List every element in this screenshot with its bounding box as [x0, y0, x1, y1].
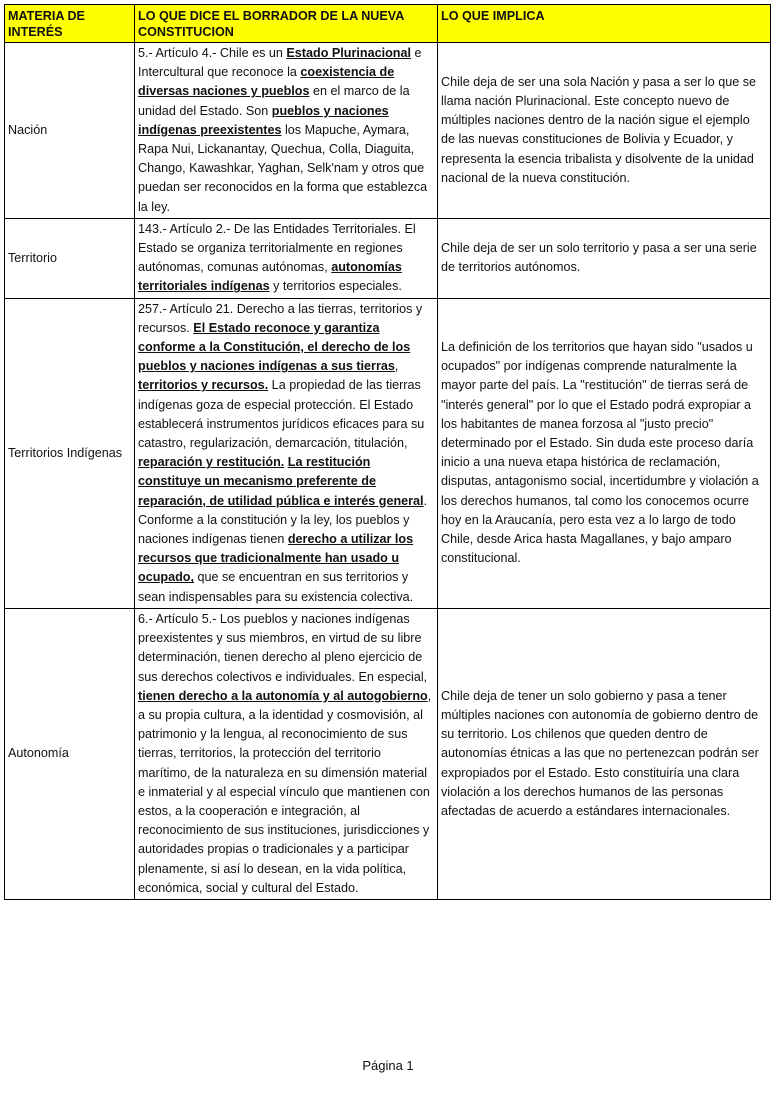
draft-text-cell	[135, 608, 438, 899]
header-row	[5, 5, 771, 43]
highlighted-phrase: tienen derecho a la autonomía y al autogobierno	[138, 688, 428, 703]
table-row	[5, 608, 771, 899]
table-row	[5, 218, 771, 298]
highlighted-phrase: La restitución constituye un mecanismo preferente de reparación, de utilidad pública e interés general	[138, 455, 424, 508]
text-segment: en el marco de la unidad del Estado. Son	[138, 84, 410, 118]
text-segment: . Conforme a la constitución y la ley, los pueblos y naciones indígenas tienen	[138, 493, 428, 547]
matter-cell: Territorios Indígenas	[5, 298, 135, 608]
text-segment: los Mapuche, Aymara, Rapa Nui, Lickanantay, Quechua, Colla, Diaguita, Chango, Kawashkar, Yaghan, Selk'nam y otros que puedan ser reconocidos en la forma que establezca la ley.	[138, 122, 428, 214]
implication-cell: La definición de los territorios que hayan sido "usados u ocupados" por indígenas comprende naturalmente la mayor parte del país. La "restitución" de tierras será de "interés general" por lo que el Estado podrá expropiar a los habitantes de manea forzosa al "justo precio" determinado por el Estado. Sin duda este proceso daría inicio a una nueva etapa histórica de reclamación, disputas, antagonismo social, incertidumbre y violación a los derechos humanos, tal como los conocemos ocurre hoy en la Araucanía, pero esta vez a lo largo de todo Chile, desde Arica hasta Magallanes, y bajo amparo constitucional.	[438, 298, 771, 608]
highlighted-phrase: coexistencia de diversas naciones y pueblos	[138, 65, 395, 99]
header-borrador: LO QUE DICE EL BORRADOR DE LA NUEVA CONSTITUCION	[135, 5, 438, 43]
highlighted-phrase: reparación y restitución.	[138, 455, 285, 470]
highlighted-phrase: El Estado reconoce y garantiza conforme a la Constitución, el derecho de los pueblos y naciones indígenas a sus tierras	[138, 320, 411, 374]
table-row	[5, 43, 771, 219]
text-segment: que se encuentran en sus territorios y sean indispensables para su existencia colectiva.	[138, 570, 414, 604]
draft-text-cell	[135, 43, 438, 219]
highlighted-phrase: autonomías territoriales indígenas	[138, 260, 402, 294]
highlighted-phrase: Estado Plurinacional	[286, 46, 411, 60]
highlighted-phrase: pueblos y naciones indígenas preexistentes	[138, 103, 389, 137]
text-segment: ,	[394, 359, 399, 374]
matter-cell: Nación	[5, 43, 135, 219]
implication-cell: Chile deja de tener un solo gobierno y pasa a tener múltiples naciones con autonomía de gobierno dentro de su territorio. Los chilenos que queden dentro de autonomías étnicas a las que no pertenezcan podrán ser expropiados por el Estado. Esto constituiría una clara violación a los derechos humanos de las personas afectadas de acuerdo a estándares internacionales.	[438, 608, 771, 899]
matter-cell: Autonomía	[5, 608, 135, 899]
highlighted-phrase: territorios y recursos.	[138, 378, 269, 393]
text-segment: e Intercultural que reconoce la	[138, 46, 422, 80]
comparison-table	[4, 4, 771, 900]
header-materia: MATERIA DE INTERÉS	[5, 5, 135, 43]
matter-cell: Territorio	[5, 218, 135, 298]
text-segment: 6.- Artículo 5.- Los pueblos y naciones indígenas preexistentes y sus miembros, en virtud de su libre determinación, tienen derecho al pleno ejercicio de sus derechos colectivos e individuales. En especial,	[138, 611, 428, 684]
implication-cell: Chile deja de ser una sola Nación y pasa a ser lo que se llama nación Plurinacional. Este concepto nuevo de múltiples naciones dentro de la nación sigue el ejemplo de las nuevas constituciones de Bolivia y Ecuador, y representa la esencia tribalista y disolvente de la unidad nacional de la nueva constitución.	[438, 43, 771, 219]
text-segment: , a su propia cultura, a la identidad y cosmovisión, al patrimonio y la lengua, al reconocimiento de sus tierras, territorios, la protección del territorio marítimo, de la naturaleza en su dimensión material e inmaterial y al especial vínculo que mantienen con estos, a la cooperación e integración, al reconocimiento de sus instituciones, jurisdicciones y autoridades propias o tradicionales y a participar plenamente, si así lo desean, en la vida política, económica, social y cultural del Estado.	[138, 688, 432, 895]
text-segment: 5.- Artículo 4.- Chile es un	[138, 46, 287, 60]
text-segment: 257.- Artículo 21. Derecho a las tierras, territorios y recursos.	[138, 301, 423, 335]
highlighted-phrase: derecho a utilizar los recursos que tradicionalmente han usado u ocupado,	[138, 532, 414, 585]
text-segment: 143.- Artículo 2.- De las Entidades Territoriales. El Estado se organiza territorialmente en regiones autónomas, comunas autónomas,	[138, 221, 416, 275]
draft-text-cell	[135, 218, 438, 298]
table-row	[5, 298, 771, 608]
header-implica: LO QUE IMPLICA	[438, 5, 771, 43]
text-segment: La propiedad de las tierras indígenas goza de especial protección. El Estado establecerá instrumentos jurídicos eficaces para su catastro, regularización, demarcación, titulación,	[138, 378, 425, 451]
implication-cell: Chile deja de ser un solo territorio y pasa a ser una serie de territorios autónomos.	[438, 218, 771, 298]
page-number: Página 1	[362, 1058, 414, 1073]
text-segment: y territorios especiales.	[269, 279, 402, 294]
draft-text-cell	[135, 298, 438, 608]
